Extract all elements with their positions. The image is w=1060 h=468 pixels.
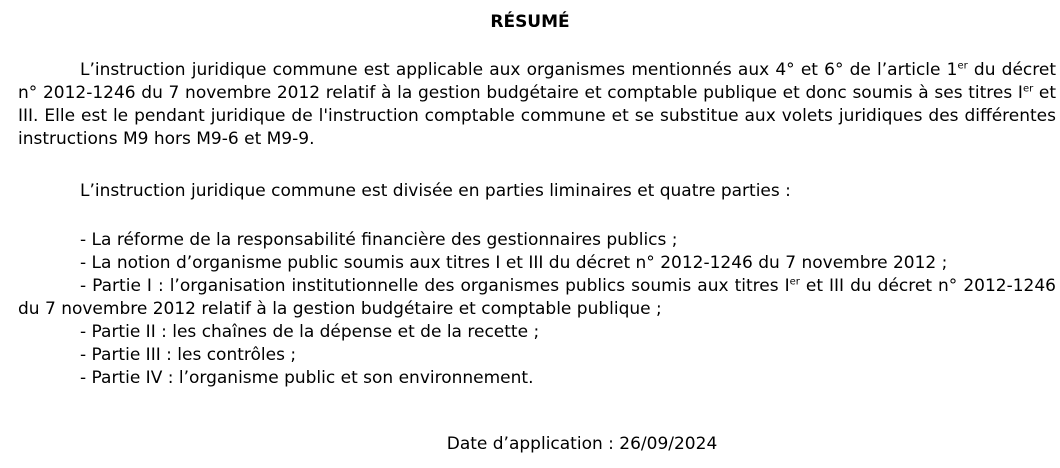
list-item (18, 275, 1056, 321)
list-item: - La notion d’organisme public soumis aux titres I et III du décret n° 2012-1246 du 7 novembre 2012 ; (80, 253, 948, 273)
document-title: RÉSUMÉ (490, 12, 570, 32)
superscript-er: er (1022, 83, 1034, 95)
list-item: - Partie II : les chaînes de la dépense et de la recette ; (80, 322, 540, 342)
list-item: - Partie IV : l’organisme public et son environnement. (80, 368, 534, 388)
application-date: Date d’application : 26/09/2024 (446, 434, 718, 454)
list-item: - Partie III : les contrôles ; (80, 345, 297, 365)
list-item-text-1: - Partie I : l’organisation institutionnelle des organismes publics soumis aux titres I (80, 276, 790, 296)
list-item-text-2: et III du décret n° 2012-1246 du 7 novembre 2012 relatif à la gestion budgétaire et comptable publique ; (18, 276, 1056, 319)
superscript-er: er (789, 276, 800, 288)
intro-text-3: et III. Elle est le pendant juridique de l'instruction comptable commune et se substitue aux volets juridiques des différentes instructions M9 hors M9-6 et M9-9. (18, 83, 1057, 149)
superscript-er: er (957, 60, 968, 72)
structure-paragraph: L’instruction juridique commune est divisée en parties liminaires et quatre parties : (80, 181, 791, 201)
list-item: - La réforme de la responsabilité financière des gestionnaires publics ; (80, 230, 678, 250)
intro-text-2: du décret n° 2012-1246 du 7 novembre 2012 relatif à la gestion budgétaire et comptable publique et donc soumis à ses titres I (18, 60, 1056, 103)
intro-text-1: L’instruction juridique commune est applicable aux organismes mentionnés aux 4° et 6° de l’article 1 (80, 60, 958, 80)
parts-list (18, 229, 1056, 390)
intro-paragraph (18, 59, 1056, 151)
